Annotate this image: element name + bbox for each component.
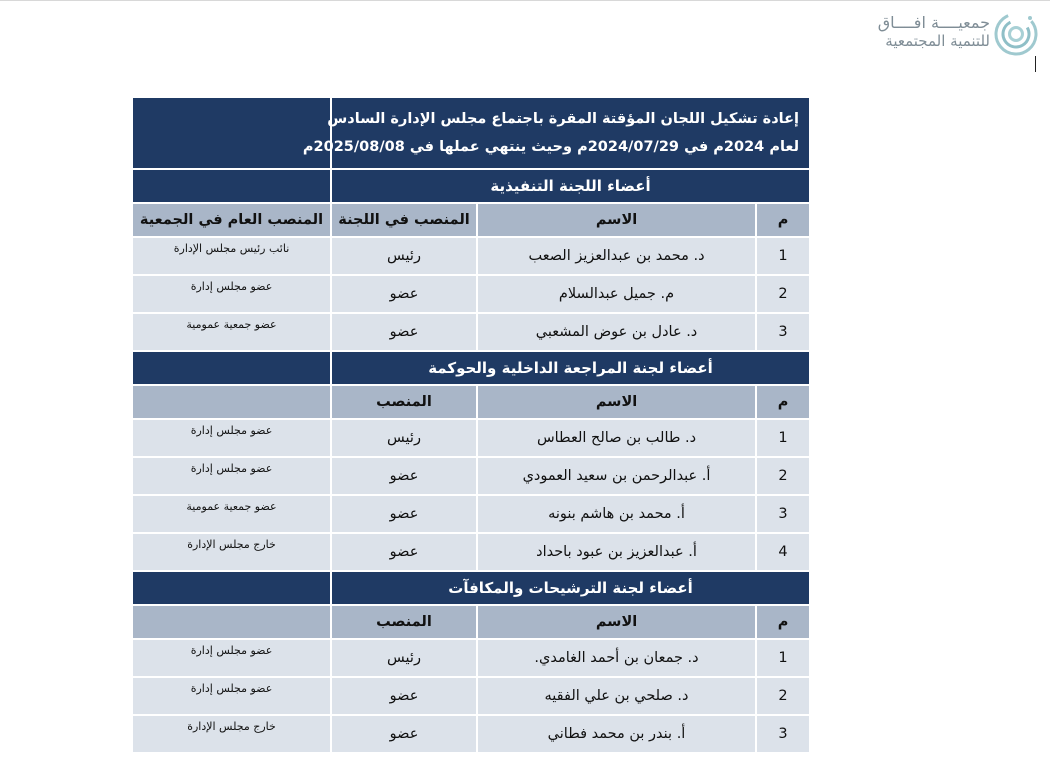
concentric-rings-logo-icon <box>992 10 1038 58</box>
section-title-audit: أعضاء لجنة المراجعة الداخلية والحوكمة <box>331 351 810 385</box>
member-general-position: نائب رئيس مجلس الإدارة <box>132 237 331 275</box>
logo-line-1: جمعيــــة افــــاق <box>877 13 990 32</box>
member-number: 3 <box>756 495 810 533</box>
member-name: أ. محمد بن هاشم بنونه <box>477 495 756 533</box>
title-line-1: إعادة تشكيل اللجان المؤقتة المقرة باجتماع مجلس الإدارة السادس <box>327 111 800 127</box>
member-number: 1 <box>756 237 810 275</box>
member-name: م. جميل عبدالسلام <box>477 275 756 313</box>
member-committee-role: رئيس <box>331 419 477 457</box>
column-header-committee-role: المنصب في اللجنة <box>331 203 477 237</box>
section-row-nominations <box>132 571 810 605</box>
column-header-num: م <box>756 203 810 237</box>
header-row-executive <box>132 203 810 237</box>
committees-table <box>131 96 811 754</box>
column-header-name: الاسم <box>477 203 756 237</box>
document-title <box>302 97 810 169</box>
member-number: 2 <box>756 275 810 313</box>
section-row-audit <box>132 351 810 385</box>
member-number: 2 <box>756 457 810 495</box>
member-committee-role: رئيس <box>331 237 477 275</box>
member-committee-role: عضو <box>331 313 477 351</box>
member-committee-role: عضو <box>331 533 477 571</box>
title-row <box>132 97 810 169</box>
member-general-position: عضو مجلس إدارة <box>132 457 331 495</box>
header-row-audit <box>132 385 810 419</box>
member-committee-role: عضو <box>331 457 477 495</box>
header-row-nominations <box>132 605 810 639</box>
member-number: 2 <box>756 677 810 715</box>
member-general-position: عضو مجلس إدارة <box>132 419 331 457</box>
column-header-role: المنصب <box>331 605 477 639</box>
table-row <box>132 457 810 495</box>
member-name: د. محمد بن عبدالعزيز الصعب <box>477 237 756 275</box>
table-row <box>132 419 810 457</box>
table-row <box>132 715 810 753</box>
organization-logo <box>858 10 1038 62</box>
column-header-name: الاسم <box>477 385 756 419</box>
member-name: أ. عبدالرحمن بن سعيد العمودي <box>477 457 756 495</box>
table-row <box>132 677 810 715</box>
member-general-position: عضو جمعية عمومية <box>132 313 331 351</box>
table-row <box>132 495 810 533</box>
member-general-position: عضو جمعية عمومية <box>132 495 331 533</box>
member-number: 3 <box>756 715 810 753</box>
section-title-executive: أعضاء اللجنة التنفيذية <box>331 169 810 203</box>
column-header-general-role: المنصب العام في الجمعية <box>132 203 331 237</box>
member-number: 3 <box>756 313 810 351</box>
section-blank-cell <box>132 351 331 385</box>
member-committee-role: عضو <box>331 677 477 715</box>
member-number: 1 <box>756 419 810 457</box>
column-header-general-role <box>132 605 331 639</box>
member-general-position: خارج مجلس الإدارة <box>132 533 331 571</box>
member-name: د. صلحي بن علي الفقيه <box>477 677 756 715</box>
table-row <box>132 313 810 351</box>
member-name: د. عادل بن عوض المشعبي <box>477 313 756 351</box>
logo-line-2: للتنمية المجتمعية <box>885 32 990 50</box>
table-row <box>132 275 810 313</box>
member-general-position: خارج مجلس الإدارة <box>132 715 331 753</box>
column-header-general-role <box>132 385 331 419</box>
table-row <box>132 639 810 677</box>
column-header-role: المنصب <box>331 385 477 419</box>
member-name: د. جمعان بن أحمد الغامدي. <box>477 639 756 677</box>
section-blank-cell <box>132 169 331 203</box>
member-committee-role: عضو <box>331 275 477 313</box>
member-general-position: عضو مجلس إدارة <box>132 677 331 715</box>
member-name: أ. عبدالعزيز بن عبود باحداد <box>477 533 756 571</box>
title-line-2: لعام 2024م في 2024/07/29م وحيث ينتهي عملها في 2025/08/08م <box>302 139 800 155</box>
column-header-name: الاسم <box>477 605 756 639</box>
section-row-executive <box>132 169 810 203</box>
member-general-position: عضو مجلس إدارة <box>132 275 331 313</box>
column-header-num: م <box>756 385 810 419</box>
member-number: 4 <box>756 533 810 571</box>
logo-text <box>878 14 990 50</box>
table-row <box>132 533 810 571</box>
member-number: 1 <box>756 639 810 677</box>
member-committee-role: عضو <box>331 495 477 533</box>
member-name: أ. بندر بن محمد فطاني <box>477 715 756 753</box>
section-blank-cell <box>132 571 331 605</box>
member-general-position: عضو مجلس إدارة <box>132 639 331 677</box>
page-top-border <box>0 0 1050 1</box>
section-title-nominations: أعضاء لجنة الترشيحات والمكافآت <box>331 571 810 605</box>
title-blank-cell <box>132 97 331 169</box>
member-committee-role: عضو <box>331 715 477 753</box>
table-row <box>132 237 810 275</box>
column-header-num: م <box>756 605 810 639</box>
member-committee-role: رئيس <box>331 639 477 677</box>
member-name: د. طالب بن صالح العطاس <box>477 419 756 457</box>
